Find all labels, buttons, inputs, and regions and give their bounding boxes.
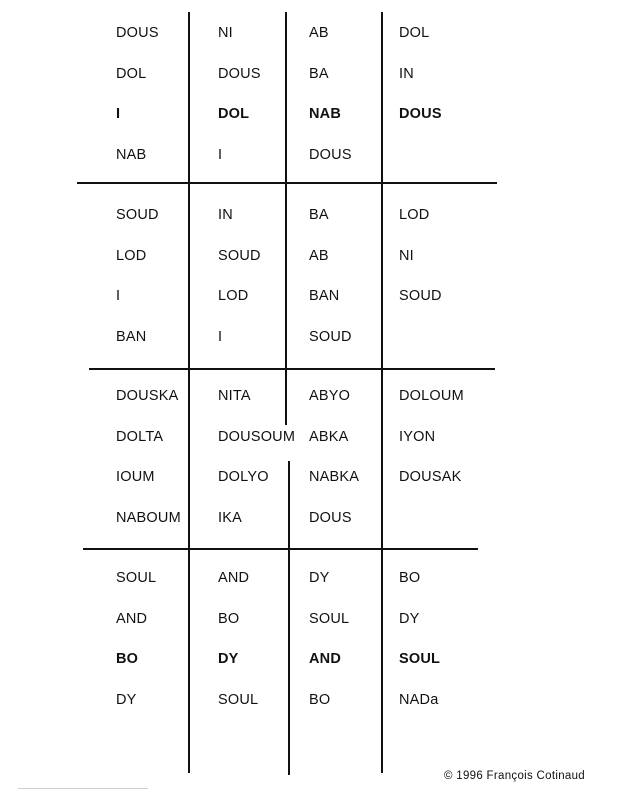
word-cell: AB (309, 25, 329, 41)
word-cell: DY (309, 570, 330, 586)
word-cell: DOUS (116, 25, 159, 41)
word-cell: SOUD (399, 288, 442, 304)
block-divider (83, 548, 478, 550)
word-cell: DOL (399, 25, 430, 41)
scan-edge-line (18, 788, 148, 789)
column-divider (288, 461, 290, 775)
word-cell: LOD (399, 207, 430, 223)
word-cell: SOUD (116, 207, 159, 223)
word-cell: BO (116, 651, 139, 667)
word-cell: IN (399, 65, 414, 82)
word-cell: IKA (218, 509, 242, 526)
word-cell: AND (309, 651, 342, 667)
block-divider (77, 182, 497, 184)
word-cell: LOD (116, 247, 147, 264)
word-cell: IN (218, 207, 233, 223)
word-cell: NABOUM (116, 509, 181, 526)
word-cell: SOUD (218, 247, 261, 264)
word-cell: DY (116, 691, 137, 708)
word-cell: NAB (309, 106, 342, 122)
word-cell: I (116, 106, 121, 122)
word-cell: DOLTA (116, 428, 164, 445)
column-divider (285, 12, 287, 425)
word-cell: NI (218, 25, 233, 41)
word-cell: DOUS (309, 509, 352, 526)
word-cell: DY (399, 610, 420, 627)
word-cell: SOUL (399, 651, 441, 667)
word-cell: DOUSOUM (218, 428, 296, 445)
word-cell: BAN (309, 288, 340, 304)
word-cell: DY (218, 651, 239, 667)
word-cell: NAB (116, 146, 147, 163)
word-cell: SOUL (309, 610, 350, 627)
word-cell: NITA (218, 388, 251, 404)
word-cell: LOD (218, 288, 249, 304)
word-cell: I (218, 328, 223, 345)
word-cell: ABKA (309, 428, 349, 445)
word-cell: DOUSKA (116, 388, 179, 404)
word-cell: BA (309, 207, 329, 223)
block-divider (89, 368, 495, 370)
word-cell: DOLYO (218, 469, 269, 485)
word-cell: IOUM (116, 469, 155, 485)
word-cell: SOUD (309, 328, 352, 345)
word-cell: ABYO (309, 388, 351, 404)
word-cell: BAN (116, 328, 147, 345)
word-cell: IYON (399, 428, 436, 445)
word-cell: DOL (116, 65, 147, 82)
word-cell: DOUS (218, 65, 261, 82)
word-cell: NI (399, 247, 414, 264)
word-cell: AND (116, 610, 148, 627)
word-cell: BO (309, 691, 331, 708)
word-cell: I (218, 146, 223, 163)
word-cell: NABKA (309, 469, 360, 485)
word-cell: DOUS (309, 146, 352, 163)
word-cell: DOLOUM (399, 388, 464, 404)
word-cell: I (116, 288, 121, 304)
column-divider (381, 12, 383, 773)
word-cell: DOUSAK (399, 469, 462, 485)
word-cell: AND (218, 570, 250, 586)
word-cell: DOL (218, 106, 250, 122)
word-cell: BA (309, 65, 329, 82)
word-cell: BO (218, 610, 240, 627)
column-divider (188, 12, 190, 773)
word-cell: DOUS (399, 106, 442, 122)
word-cell: AB (309, 247, 329, 264)
word-cell: SOUL (218, 691, 259, 708)
word-cell: BO (399, 570, 421, 586)
copyright-notice: © 1996 François Cotinaud (444, 770, 585, 782)
word-cell: SOUL (116, 570, 157, 586)
word-cell: NADa (399, 691, 439, 708)
